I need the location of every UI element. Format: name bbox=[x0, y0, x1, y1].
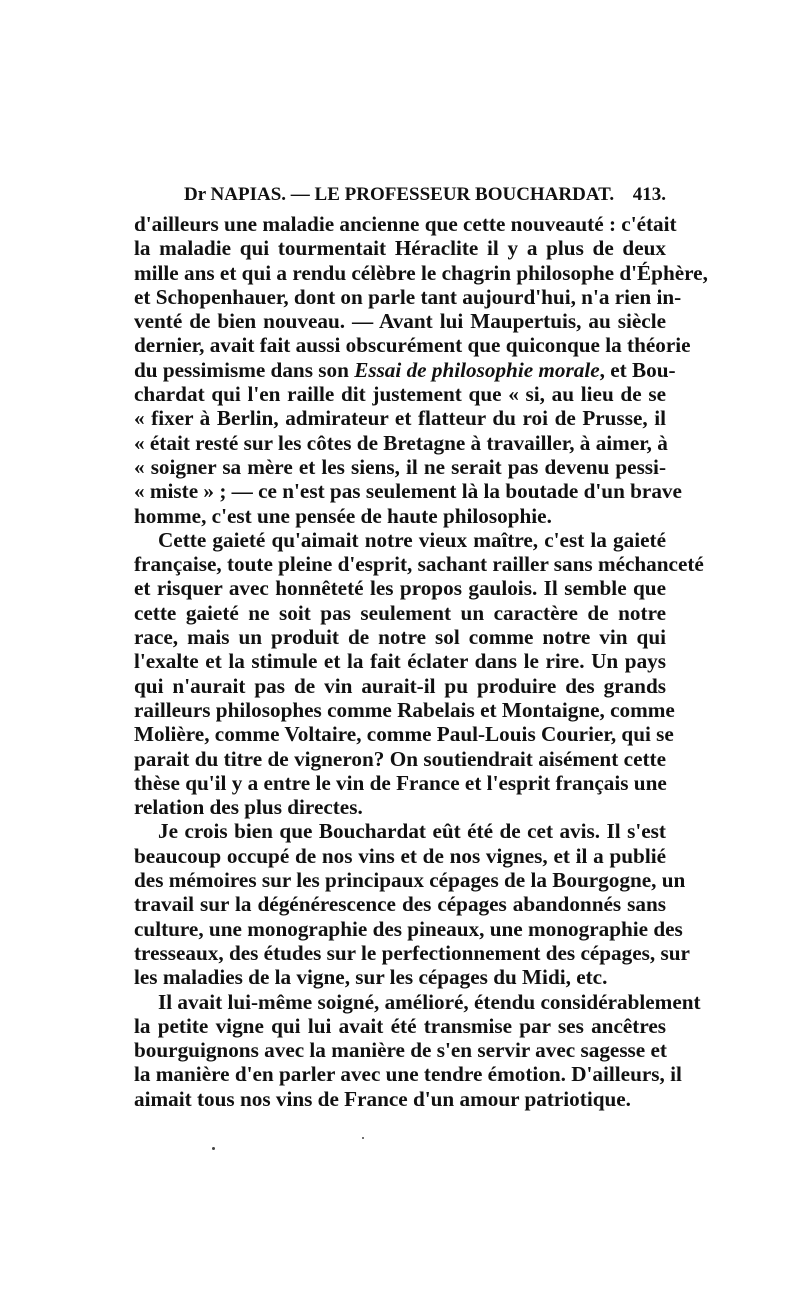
text-line: des mémoires sur les principaux cépages de la Bourgogne, un bbox=[134, 868, 686, 893]
text-line: race, mais un produit de notre sol comme notre vin qui bbox=[134, 625, 666, 650]
running-header bbox=[134, 183, 666, 207]
text-line: relation des plus directes. bbox=[134, 795, 363, 820]
text-line: Molière, comme Voltaire, comme Paul-Louis Courier, qui se bbox=[134, 722, 674, 747]
text-line: française, toute pleine d'esprit, sachant railler sans méchanceté bbox=[134, 552, 704, 577]
text-line: la manière d'en parler avec une tendre émotion. D'ailleurs, il bbox=[134, 1062, 682, 1087]
line-head: du pessimisme dans son bbox=[134, 357, 349, 382]
text-line-with-title bbox=[134, 357, 676, 382]
text-line: qui n'aurait pas de vin aurait-il pu produire des grands bbox=[134, 673, 666, 698]
page-number: 413. bbox=[632, 184, 666, 205]
text-line: la maladie qui tourmentait Héraclite il y a plus de deux bbox=[134, 236, 666, 261]
text-line: les maladies de la vigne, sur les cépages du Midi, etc. bbox=[134, 965, 608, 990]
text-line: cette gaieté ne soit pas seulement un caractère de notre bbox=[134, 600, 666, 625]
text-line: travail sur la dégénérescence des cépages abandonnés sans bbox=[134, 892, 666, 917]
ink-speck bbox=[212, 1147, 215, 1150]
text-line: homme, c'est une pensée de haute philosophie. bbox=[134, 503, 552, 528]
text-line: chardat qui l'en raille dit justement que « si, au lieu de se bbox=[134, 382, 666, 407]
ink-speck bbox=[362, 1137, 364, 1139]
text-line: « soigner sa mère et les siens, il ne serait pas devenu pessi- bbox=[134, 454, 666, 479]
text-line: « miste » ; — ce n'est pas seulement là la boutade d'un brave bbox=[134, 479, 682, 504]
text-line: culture, une monographie des pineaux, une monographie des bbox=[134, 916, 683, 941]
text-line: Je crois bien que Bouchardat eût été de cet avis. Il s'est bbox=[158, 819, 666, 844]
text-line: dernier, avait fait aussi obscurément que quiconque la théorie bbox=[134, 333, 691, 358]
text-line: l'exalte et la stimule et la fait éclater dans le rire. Un pays bbox=[134, 649, 666, 674]
paragraph-3 bbox=[134, 819, 690, 990]
body-text bbox=[134, 212, 708, 1111]
text-line: bourguignons avec la manière de s'en servir avec sagesse et bbox=[134, 1038, 667, 1063]
text-line: tresseaux, des études sur le perfectionnement des cépages, sur bbox=[134, 940, 690, 965]
text-line: la petite vigne qui lui avait été transmise par ses ancêtres bbox=[134, 1013, 666, 1038]
text-line: railleurs philosophes comme Rabelais et Montaigne, comme bbox=[134, 697, 675, 722]
text-line: beaucoup occupé de nos vins et de nos vignes, et il a publié bbox=[134, 843, 666, 868]
text-line: d'ailleurs une maladie ancienne que cette nouveauté : c'était bbox=[134, 212, 677, 236]
text-line: « était resté sur les côtes de Bretagne à travailler, à aimer, à bbox=[134, 430, 668, 455]
text-line: et Schopenhauer, dont on parle tant aujourd'hui, n'a rien in- bbox=[134, 284, 682, 309]
line-tail: , et Bou- bbox=[599, 357, 676, 382]
paragraph-2 bbox=[134, 527, 704, 820]
text-line: mille ans et qui a rendu célèbre le chagrin philosophe d'Éphère, bbox=[134, 260, 708, 285]
text-line: Cette gaieté qu'aimait notre vieux maître, c'est la gaieté bbox=[158, 527, 666, 552]
text-line: venté de bien nouveau. — Avant lui Maupertuis, au siècle bbox=[134, 309, 666, 334]
text-line: parait du titre de vigneron? On soutiendrait aisément cette bbox=[134, 746, 666, 771]
text-line: Il avait lui-même soigné, amélioré, étendu considérablement bbox=[158, 989, 701, 1014]
text-line: aimait tous nos vins de France d'un amour patriotique. bbox=[134, 1086, 631, 1111]
text-line: « fixer à Berlin, admirateur et flatteur du roi de Prusse, il bbox=[134, 406, 666, 431]
text-line: et risquer avec honnêteté les propos gaulois. Il semble que bbox=[134, 576, 666, 601]
header-title: Dr NAPIAS. — LE PROFESSEUR BOUCHARDAT. bbox=[184, 184, 615, 205]
paragraph-1 bbox=[134, 212, 708, 528]
paragraph-4 bbox=[134, 989, 701, 1111]
book-title: Essai de philosophie morale bbox=[354, 357, 600, 382]
text-line: thèse qu'il y a entre le vin de France et l'esprit français une bbox=[134, 770, 667, 795]
